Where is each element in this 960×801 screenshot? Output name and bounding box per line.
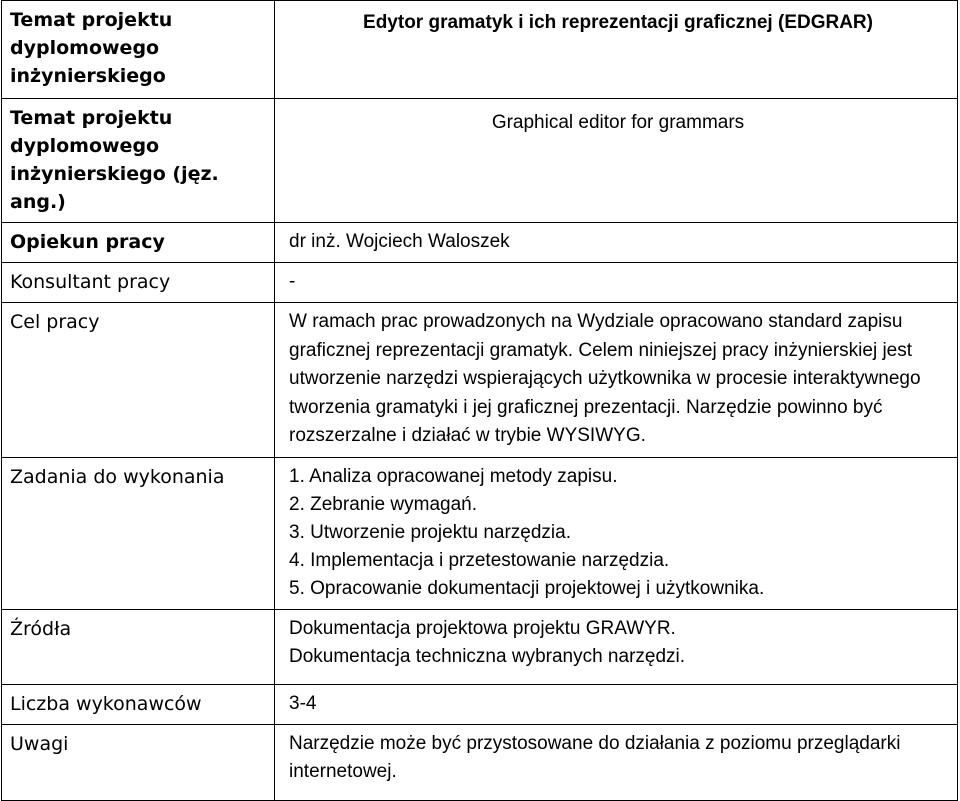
supervisor-label: Opiekun pracy <box>2 223 275 263</box>
goal-label: Cel pracy <box>2 303 275 458</box>
row-supervisor <box>2 223 958 263</box>
topic-label <box>2 1 275 99</box>
topic-value: Edytor gramatyk i ich reprezentacji graficznej (EDGRAR) <box>275 1 958 99</box>
topic-en-label-line: inżynierskiego (jęz. ang.) <box>10 163 219 213</box>
topic-en-label-line: dyplomowego <box>10 135 160 157</box>
list-item: 5. Opracowanie dokumentacji projektowej i użytkownika. <box>289 578 765 599</box>
row-consultant <box>2 263 958 303</box>
row-goal <box>2 303 958 458</box>
list-item: 4. Implementacja i przetestowanie narzędzia. <box>289 550 670 571</box>
row-team-size <box>2 685 958 725</box>
row-sources <box>2 610 958 685</box>
list-item: 2. Zebranie wymagań. <box>289 494 477 515</box>
consultant-label: Konsultant pracy <box>2 263 275 303</box>
row-notes <box>2 725 958 801</box>
list-item: 1. Analiza opracowanej metody zapisu. <box>289 466 618 487</box>
team-size-value: 3-4 <box>275 685 958 725</box>
tasks-value <box>275 458 958 610</box>
notes-value: Narzędzie może być przystosowane do działania z poziomu przeglądarki internetowej. <box>275 725 958 801</box>
topic-en-label <box>2 99 275 223</box>
sources-value <box>275 610 958 685</box>
sources-label: Źródła <box>2 610 275 685</box>
project-form-table <box>1 0 958 801</box>
topic-en-value: Graphical editor for grammars <box>275 99 958 223</box>
row-tasks <box>2 458 958 610</box>
consultant-value: - <box>275 263 958 303</box>
row-topic <box>2 1 958 99</box>
goal-value: W ramach prac prowadzonych na Wydziale opracowano standard zapisu graficznej reprezentacji gramatyk. Celem niniejszej pracy inżynierskiej jest utworzenie narzędzi wspierających użytkownika w procesie interaktywnego tworzenia gramatyki i jej graficznej prezentacji. Narzędzie powinno być rozszerzalne i działać w trybie WYSIWYG. <box>275 303 958 458</box>
topic-label-line: inżynierskiego <box>10 65 166 87</box>
topic-label-line: dyplomowego <box>10 37 160 59</box>
topic-en-label-line: Temat projektu <box>10 107 173 129</box>
supervisor-value: dr inż. Wojciech Waloszek <box>275 223 958 263</box>
list-item: Dokumentacja projektowa projektu GRAWYR. <box>289 618 676 639</box>
list-item: 3. Utworzenie projektu narzędzia. <box>289 522 571 543</box>
notes-label: Uwagi <box>2 725 275 801</box>
team-size-label: Liczba wykonawców <box>2 685 275 725</box>
row-topic-en <box>2 99 958 223</box>
list-item: Dokumentacja techniczna wybranych narzędzi. <box>289 646 686 667</box>
topic-label-line: Temat projektu <box>10 9 173 31</box>
tasks-list <box>289 463 947 603</box>
tasks-label: Zadania do wykonania <box>2 458 275 610</box>
